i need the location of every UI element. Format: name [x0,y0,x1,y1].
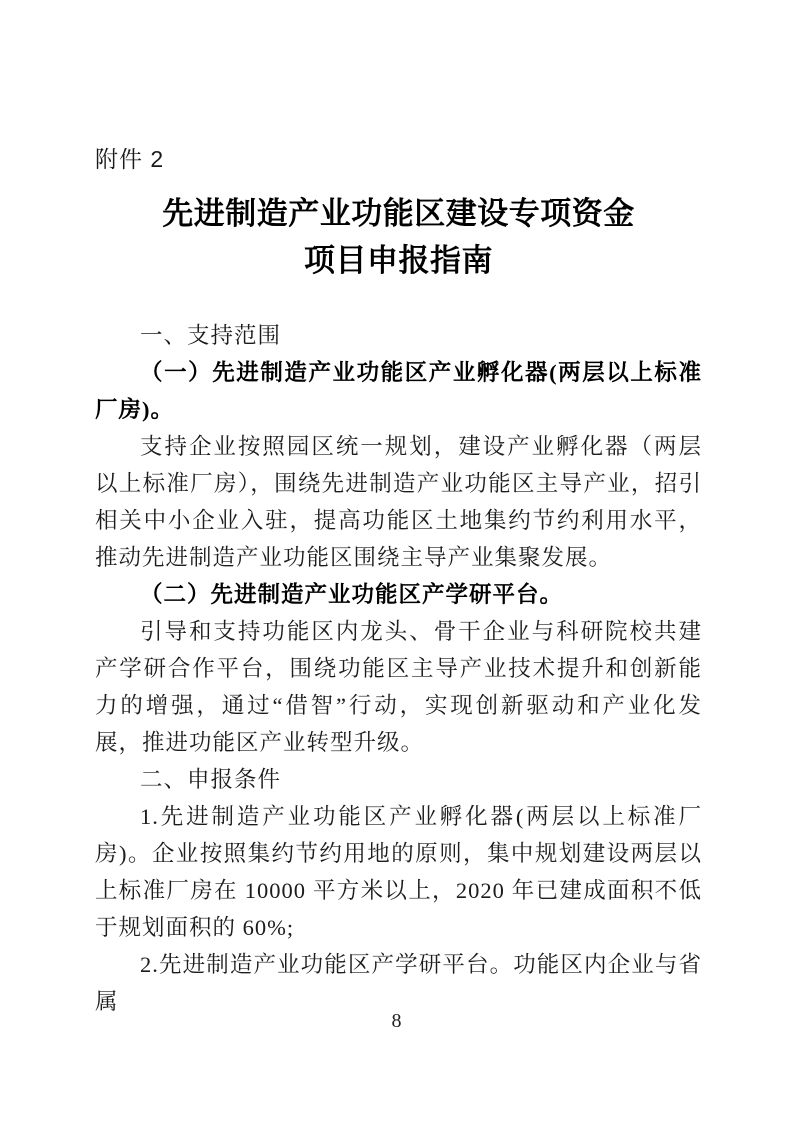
document-content [95,146,702,1020]
section-heading-support-scope: 一、支持范围 [140,323,282,348]
document-title-line1: 先进制造产业功能区建设专项资金 [162,196,635,231]
section-heading-application-conditions: 二、申报条件 [140,767,282,792]
body-paragraph-platform: 引导和支持功能区内龙头、骨干企业与科研院校共建产学研合作平台，围绕功能区主导产业技术提升和创新能力的增强，通过“借智”行动，实现创新驱动和产业化发展，推进功能区产业转型升级。 [95,619,702,755]
document-body [95,317,702,1020]
document-title [95,190,702,284]
attachment-label: 附件 2 [95,146,165,172]
body-paragraph-incubator: 支持企业按照园区统一规划，建设产业孵化器（两层以上标准厂房），围绕先进制造产业功能区主导产业，招引相关中小企业入驻，提高功能区土地集约节约利用水平，推动先进制造产业功能区围绕主导产业集聚发展。 [95,434,702,570]
document-title-line2: 项目申报指南 [304,243,493,278]
body-paragraph-condition-2: 2.先进制造产业功能区产学研平台。功能区内企业与省属 [95,952,702,1014]
body-paragraph-condition-1: 1.先进制造产业功能区产业孵化器(两层以上标准厂房)。企业按照集约节约用地的原则，集中规划建设两层以上标准厂房在 10000 平方米以上，2020 年已建成面积不低于规划面积的 60%; [95,804,702,940]
subsection-heading-incubator: （一）先进制造产业功能区产业孵化器(两层以上标准厂房)。 [95,360,702,422]
subsection-heading-platform: （二）先进制造产业功能区产学研平台。 [140,582,564,607]
page-number: 8 [391,1010,402,1032]
